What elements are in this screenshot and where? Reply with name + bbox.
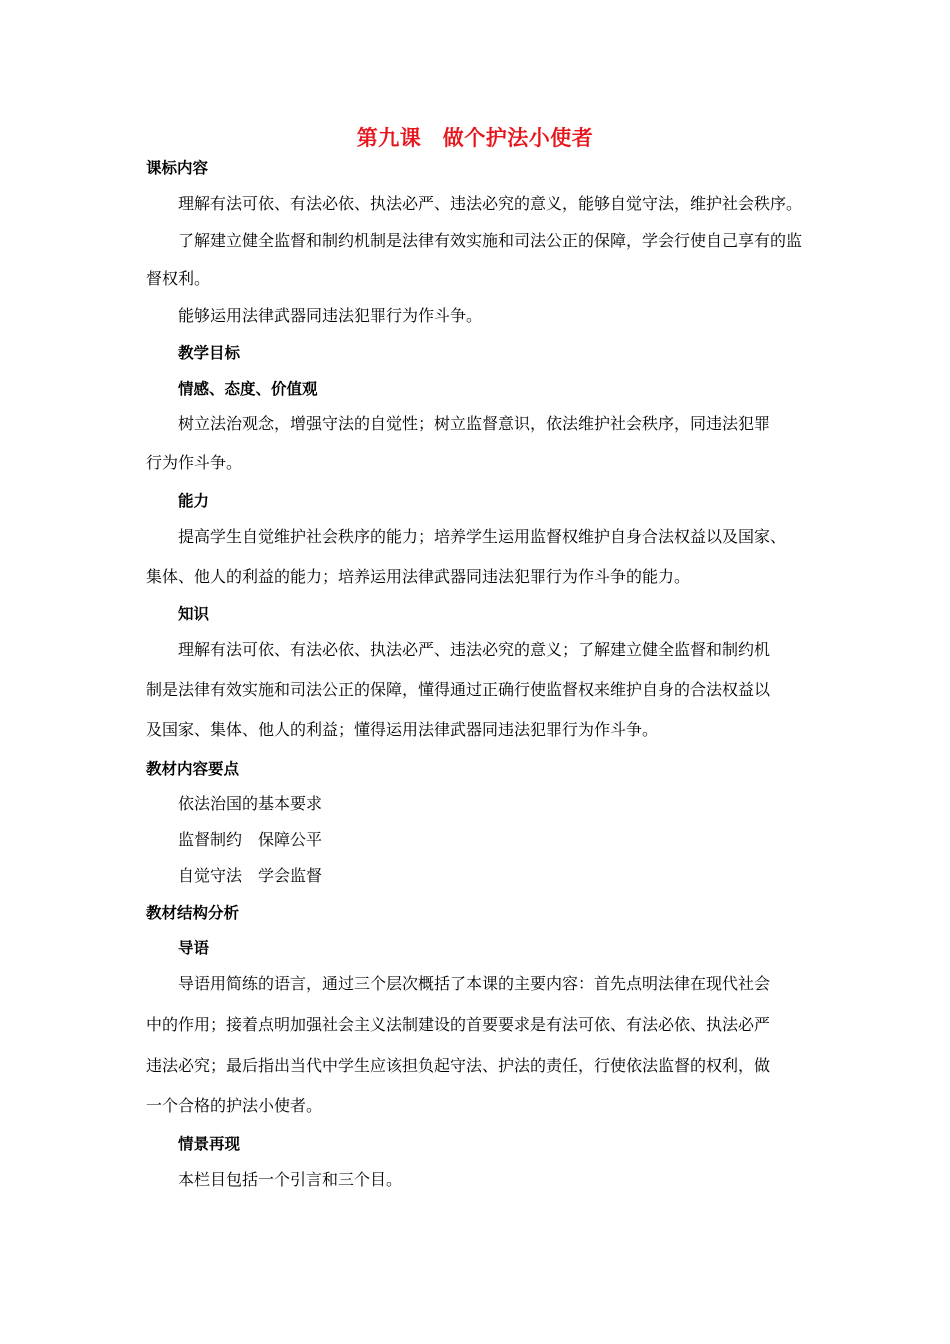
paragraph-line: 理解有法可依、有法必依、执法必严、违法必究的意义，能够自觉守法，维护社会秩序。	[178, 194, 803, 213]
lesson-title: 第九课 做个护法小使者	[356, 125, 594, 150]
subheading-scene: 情景再现	[178, 1135, 241, 1153]
paragraph-line: 督权利。	[146, 269, 211, 288]
paragraph-line: 导语用简练的语言，通过三个层次概括了本课的主要内容：首先点明法律在现代社会	[178, 974, 771, 993]
paragraph-line: 树立法治观念，增强守法的自觉性；树立监督意识，依法维护社会秩序，同违法犯罪	[178, 414, 771, 433]
subheading-knowledge: 知识	[178, 605, 210, 623]
paragraph-line: 本栏目包括一个引言和三个目。	[178, 1170, 403, 1189]
section-heading-teaching-goals: 教学目标	[178, 344, 241, 362]
paragraph-line: 提高学生自觉维护社会秩序的能力；培养学生运用监督权维护自身合法权益以及国家、	[178, 527, 787, 546]
list-item: 监督制约 保障公平	[178, 830, 323, 849]
section-heading-key-points: 教材内容要点	[146, 760, 240, 778]
subheading-ability: 能力	[178, 492, 210, 510]
subheading-intro: 导语	[178, 939, 210, 957]
list-item: 自觉守法 学会监督	[178, 866, 323, 885]
paragraph-line: 行为作斗争。	[146, 453, 243, 472]
paragraph-line: 了解建立健全监督和制约机制是法律有效实施和司法公正的保障，学会行使自己享有的监	[178, 231, 803, 250]
paragraph-line: 违法必究；最后指出当代中学生应该担负起守法、护法的责任，行使依法监督的权利，做	[146, 1056, 771, 1075]
section-heading-structure: 教材结构分析	[146, 904, 240, 922]
paragraph-line: 制是法律有效实施和司法公正的保障，懂得通过正确行使监督权来维护自身的合法权益以	[146, 680, 771, 699]
paragraph-line: 能够运用法律武器同违法犯罪行为作斗争。	[178, 306, 483, 325]
paragraph-line: 及国家、集体、他人的利益；懂得运用法律武器同违法犯罪行为作斗争。	[146, 720, 659, 739]
section-heading-course-standard: 课标内容	[146, 159, 209, 177]
subheading-emotion: 情感、态度、价值观	[178, 380, 318, 398]
paragraph-line: 中的作用；接着点明加强社会主义法制建设的首要要求是有法可依、有法必依、执法必严	[146, 1015, 771, 1034]
list-item: 依法治国的基本要求	[178, 794, 323, 813]
paragraph-line: 一个合格的护法小使者。	[146, 1096, 323, 1115]
paragraph-line: 理解有法可依、有法必依、执法必严、违法必究的意义；了解建立健全监督和制约机	[178, 640, 771, 659]
paragraph-line: 集体、他人的利益的能力；培养运用法律武器同违法犯罪行为作斗争的能力。	[146, 567, 691, 586]
